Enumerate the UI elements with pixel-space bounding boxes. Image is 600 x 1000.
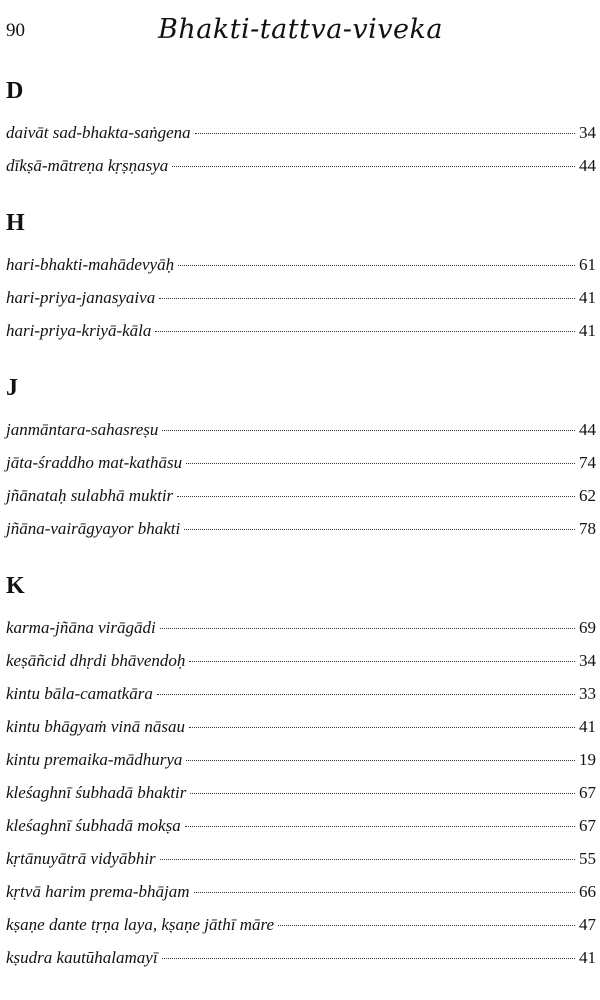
page-reference: 78 [579, 519, 596, 538]
dot-leader [162, 958, 575, 959]
verse-text: kṛtvā harim prema-bhājam [6, 882, 190, 901]
dot-leader [278, 925, 575, 926]
dot-leader [162, 430, 575, 431]
page-reference: 33 [579, 684, 596, 703]
index-entry [6, 446, 596, 479]
index-entry [6, 248, 596, 281]
page-reference: 66 [579, 882, 596, 901]
dot-leader [186, 760, 575, 761]
index-entry [6, 281, 596, 314]
page-reference: 67 [579, 816, 596, 835]
index-entry [6, 149, 596, 182]
section-letter: H [6, 210, 25, 236]
index-entry [6, 941, 596, 974]
dot-leader [177, 496, 575, 497]
index-entry [6, 842, 596, 875]
index-entry [6, 644, 596, 677]
page-reference: 41 [579, 288, 596, 307]
verse-text: jñānataḥ sulabhā muktir [6, 486, 174, 505]
page-header [0, 0, 600, 60]
verse-text: hari-priya-janasyaiva [6, 288, 156, 307]
dot-leader [160, 859, 575, 860]
index-section-j [6, 373, 596, 545]
index-entry [6, 413, 596, 446]
verse-text: hari-bhakti-mahādevyāḥ [6, 255, 175, 274]
page-reference: 55 [579, 849, 596, 868]
dot-leader [172, 166, 575, 167]
page-reference: 62 [579, 486, 596, 505]
page-reference: 67 [579, 783, 596, 802]
verse-text: dīkṣā-mātreṇa kṛṣṇasya [6, 156, 169, 175]
index-entry [6, 611, 596, 644]
page-reference: 34 [579, 651, 596, 670]
index-entry [6, 677, 596, 710]
verse-text: kṣudra kautūhalamayī [6, 948, 158, 967]
dot-leader [184, 529, 575, 530]
index-entry [6, 314, 596, 347]
verse-text: janmāntara-sahasreṣu [6, 420, 159, 439]
index-entry [6, 908, 596, 941]
verse-index [6, 76, 596, 1000]
dot-leader [189, 661, 575, 662]
section-letter: D [6, 78, 24, 104]
dot-leader [195, 133, 575, 134]
index-entry [6, 776, 596, 809]
verse-text: kleśaghnī śubhadā mokṣa [6, 816, 181, 835]
running-title: Bhakti-tattva-viveka [158, 14, 443, 45]
verse-text: jñāna-vairāgyayor bhakti [6, 519, 181, 538]
section-letter: J [6, 375, 18, 401]
verse-text: jāta-śraddho mat-kathāsu [6, 453, 183, 472]
dot-leader [155, 331, 575, 332]
index-entry [6, 875, 596, 908]
verse-text: hari-priya-kriyā-kāla [6, 321, 152, 340]
page-reference: 44 [579, 420, 596, 439]
verse-text: kintu bāla-camatkāra [6, 684, 153, 703]
dot-leader [157, 694, 575, 695]
page-reference: 41 [579, 948, 596, 967]
section-letter: K [6, 573, 25, 599]
index-entry [6, 512, 596, 545]
dot-leader [185, 826, 575, 827]
page-reference: 44 [579, 156, 596, 175]
index-entry [6, 479, 596, 512]
dot-leader [194, 892, 575, 893]
verse-text: kintu bhāgyaṁ vinā nāsau [6, 717, 185, 736]
index-section-d [6, 76, 596, 182]
dot-leader [178, 265, 575, 266]
index-entry [6, 809, 596, 842]
verse-text: daivāt sad-bhakta-saṅgena [6, 123, 191, 142]
index-section-h [6, 208, 596, 347]
page-reference: 41 [579, 321, 596, 340]
index-entry [6, 710, 596, 743]
page-reference: 19 [579, 750, 596, 769]
index-entry [6, 116, 596, 149]
page-number: 90 [6, 20, 25, 41]
dot-leader [159, 298, 575, 299]
verse-text: kṛtānuyātrā vidyābhir [6, 849, 156, 868]
page-reference: 61 [579, 255, 596, 274]
page-reference: 74 [579, 453, 596, 472]
verse-text: kintu premaika-mādhurya [6, 750, 183, 769]
verse-text: kṣaṇe dante tṛṇa laya, kṣaṇe jāthī māre [6, 915, 275, 934]
dot-leader [186, 463, 575, 464]
page-reference: 69 [579, 618, 596, 637]
index-entry [6, 743, 596, 776]
page-reference: 47 [579, 915, 596, 934]
dot-leader [160, 628, 575, 629]
index-section-k [6, 571, 596, 974]
verse-text: keṣāñcid dhṛdi bhāvendoḥ [6, 651, 186, 670]
dot-leader [190, 793, 575, 794]
page-reference: 34 [579, 123, 596, 142]
dot-leader [189, 727, 575, 728]
verse-text: karma-jñāna virāgādi [6, 618, 156, 637]
verse-text: kleśaghnī śubhadā bhaktir [6, 783, 187, 802]
page-reference: 41 [579, 717, 596, 736]
